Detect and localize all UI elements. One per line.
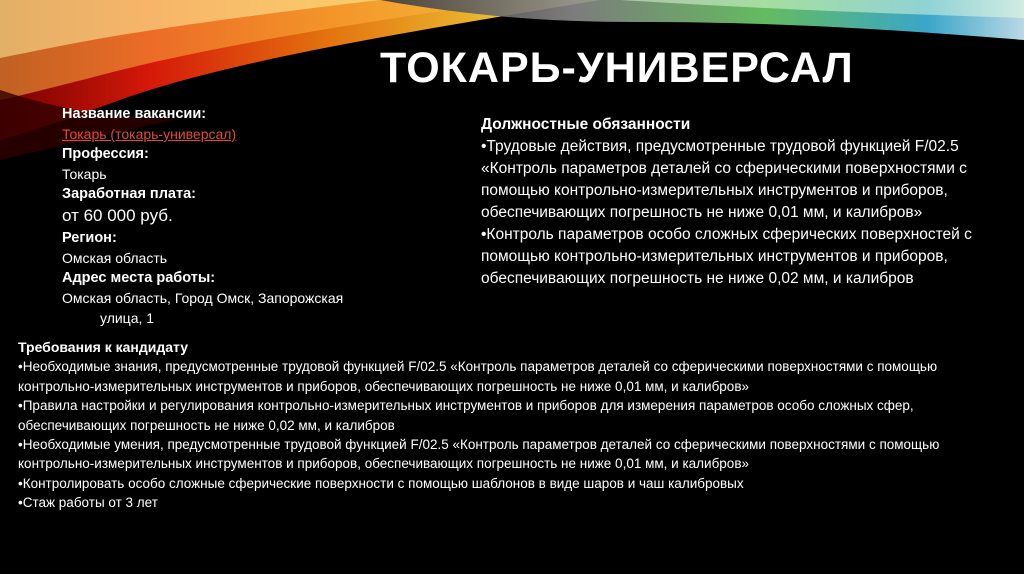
requirements-section bbox=[18, 338, 1013, 513]
profession-value: Токарь bbox=[62, 166, 107, 182]
requirements-item: •Контролировать особо сложные сферические поверхности с помощью шаблонов в виде шаров и чаш калибровых bbox=[18, 475, 744, 491]
duties-heading: Должностные обязанности bbox=[481, 116, 691, 133]
requirements-heading: Требования к кандидату bbox=[18, 339, 189, 355]
duties-item: •Трудовые действия, предусмотренные трудовой функцией F/02.5 «Контроль параметров деталей со сферическими поверхностями с помощью контрольно-измерительных инструментов и приборов, обеспечивающих погрешность не ниже 0,01 мм, и калибров» bbox=[481, 138, 967, 221]
duties-item: •Контроль параметров особо сложных сферических поверхностей с помощью контрольно-измерительных инструментов и приборов, обеспечивающих погрешность не ниже 0,02 мм, и калибров bbox=[481, 226, 972, 287]
address-line1: Омская область, Город Омск, Запорожская bbox=[62, 290, 344, 306]
vacancy-label: Название вакансии: bbox=[62, 106, 207, 122]
region-label: Регион: bbox=[62, 230, 117, 246]
duties-section bbox=[481, 114, 1001, 290]
address-label: Адрес места работы: bbox=[62, 270, 216, 286]
requirements-item: •Необходимые умения, предусмотренные трудовой функцией F/02.5 «Контроль параметров деталей со сферическими поверхностями с помощью контрольно-измерительных инструментов и приборов, обеспечивающих погрешность не ниже 0,01 мм, и калибров» bbox=[18, 437, 940, 472]
requirements-item: •Правила настройки и регулирования контрольно-измерительных инструментов и приборов для измерения параметров особо сложных сфер, обеспечивающих погрешность не ниже 0,02 мм, и калибров bbox=[18, 398, 914, 433]
salary-label: Заработная плата: bbox=[62, 186, 196, 202]
address-line2: улица, 1 bbox=[100, 310, 155, 326]
region-value: Омская область bbox=[62, 250, 168, 266]
vacancy-info bbox=[62, 104, 462, 328]
requirements-item: •Необходимые знания, предусмотренные трудовой функцией F/02.5 «Контроль параметров деталей со сферическими поверхностями с помощью контрольно-измерительных инструментов и приборов, обеспечивающих погрешность не ниже 0,01 мм, и калибров» bbox=[18, 359, 938, 394]
page-title: ТОКАРЬ-УНИВЕРСАЛ bbox=[380, 44, 854, 92]
profession-label: Профессия: bbox=[62, 146, 149, 162]
vacancy-link[interactable]: Токарь (токарь-универсал) bbox=[62, 126, 237, 142]
requirements-item: •Стаж работы от 3 лет bbox=[18, 495, 158, 511]
salary-value: от 60 000 руб. bbox=[62, 206, 173, 225]
